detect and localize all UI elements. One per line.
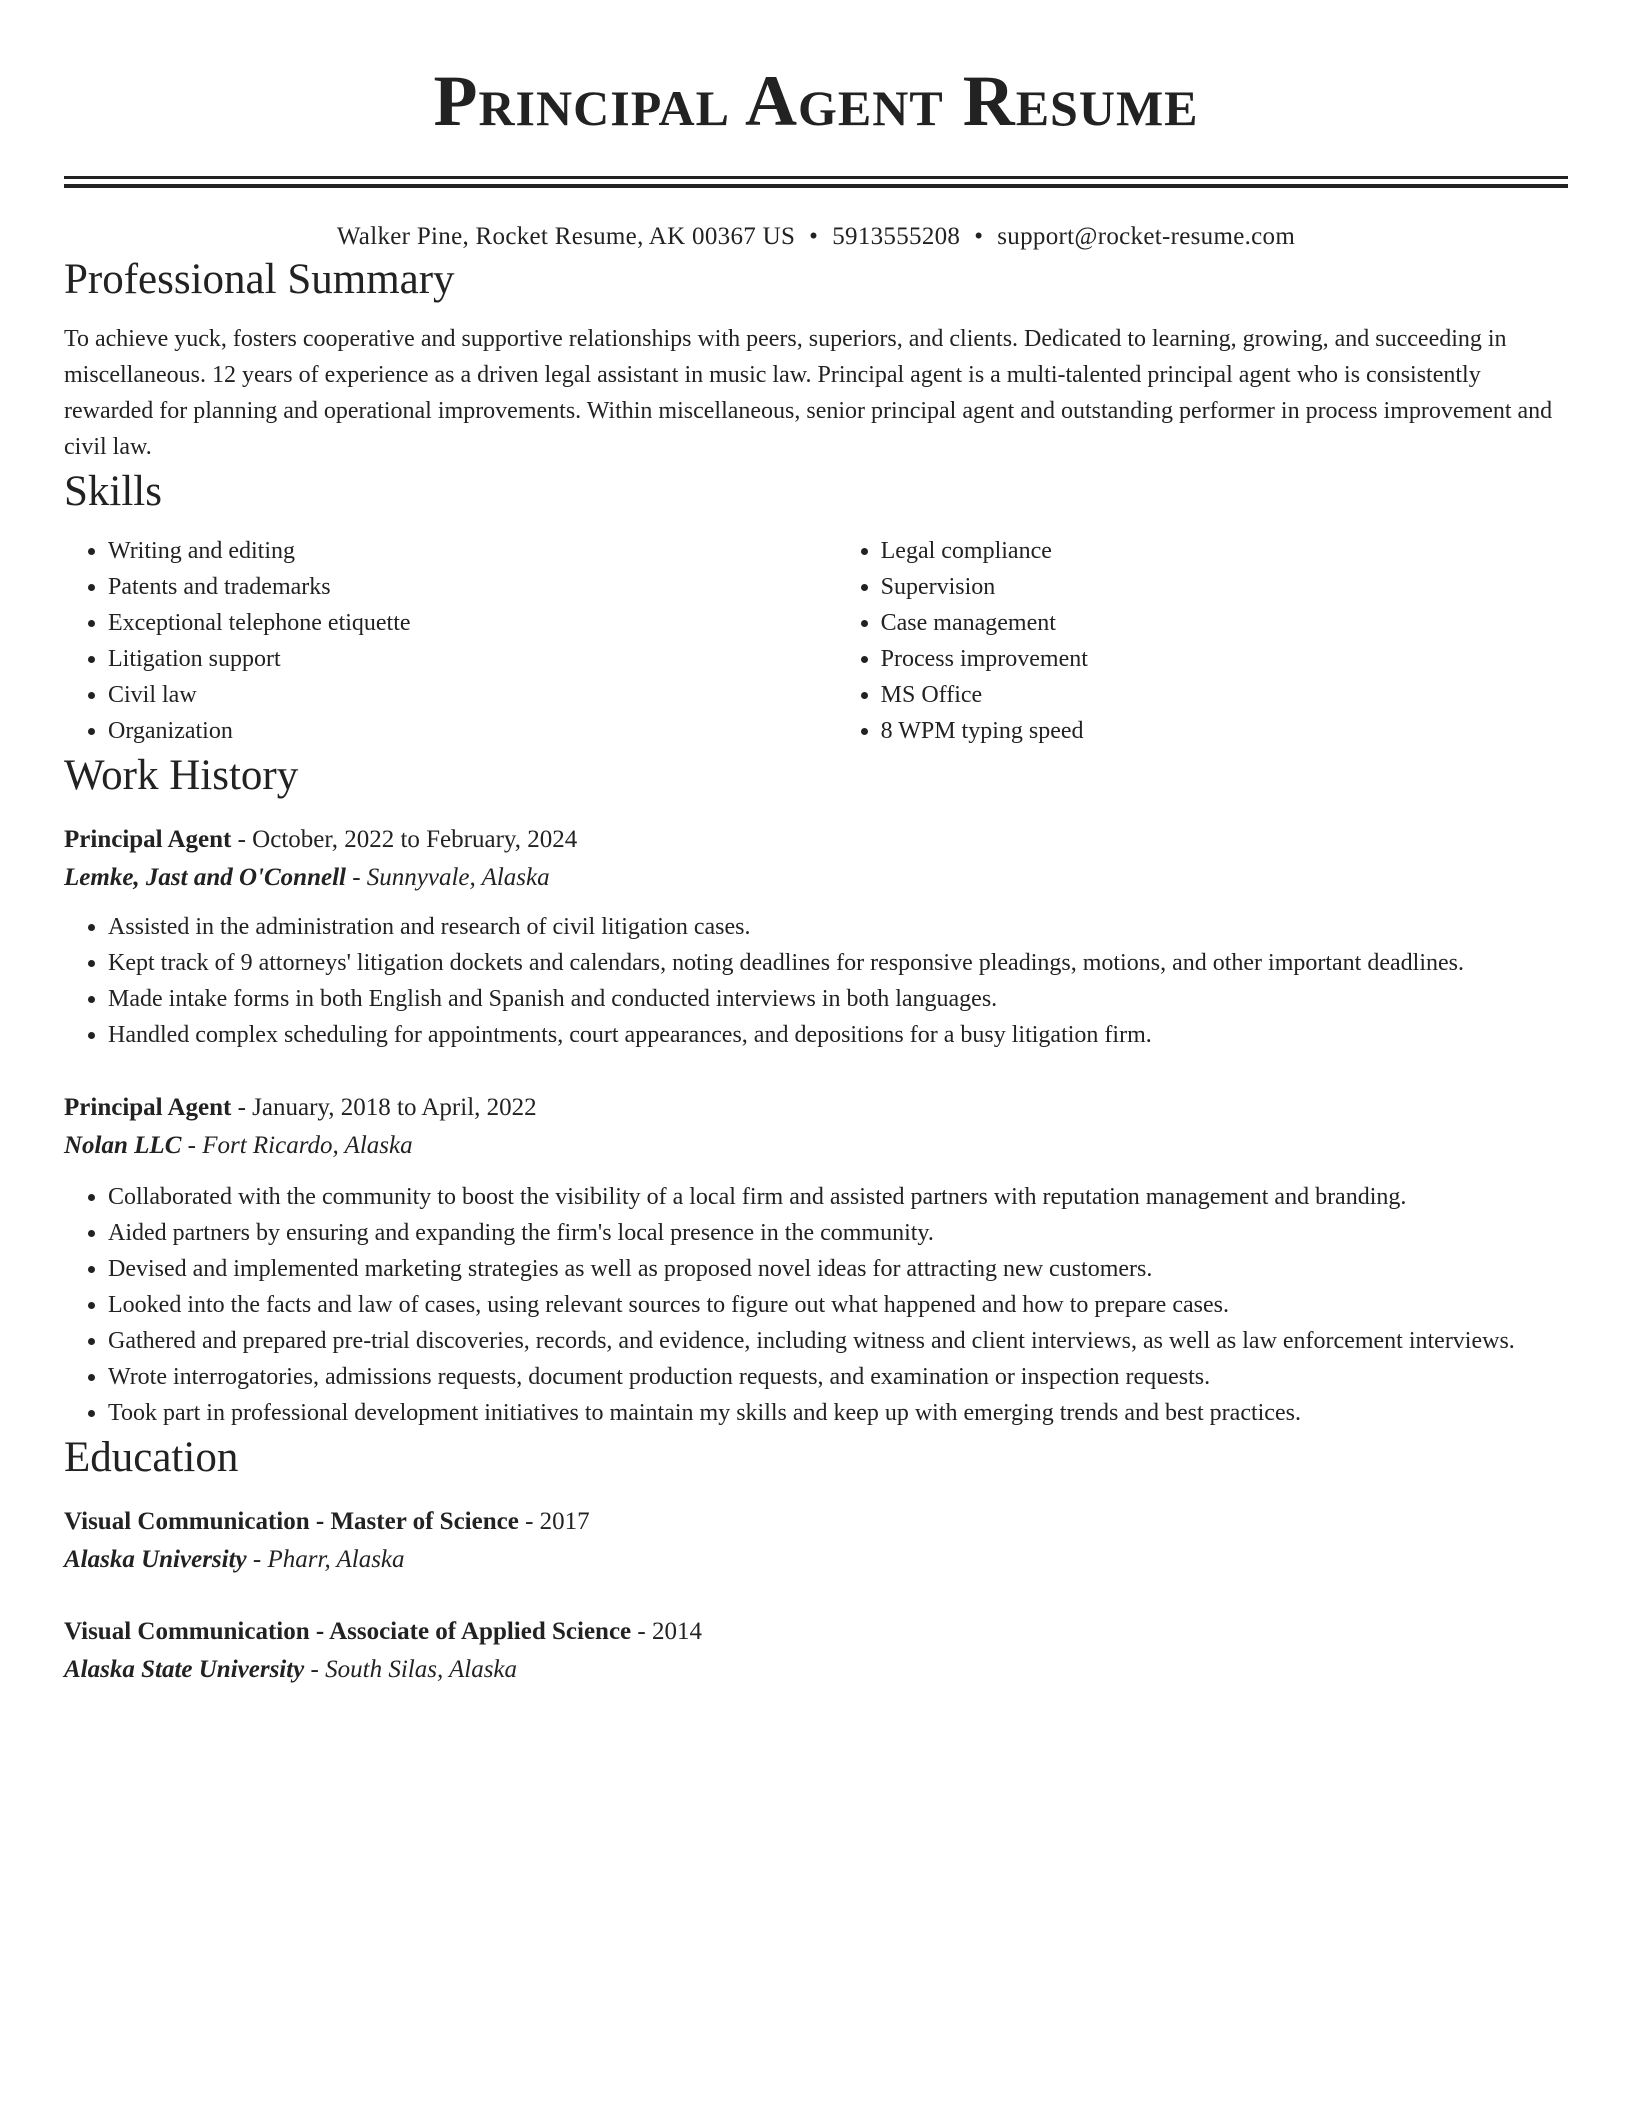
job-company: Lemke, Jast and O'Connell [64,864,346,891]
resume-title: Principal Agent Resume [433,61,1199,141]
education-school: Alaska State University [64,1656,305,1683]
education-entry [64,1613,1568,1689]
education-school-line [64,1651,1568,1689]
skill-item: • Writing and editing [108,533,837,569]
job-duty-item: • Assisted in the administration and research of civil litigation cases. [108,909,1568,945]
job-duty-item: • Handled complex scheduling for appointments, court appearances, and depositions for a busy litigation firm. [108,1017,1568,1053]
education-school-line [64,1541,1568,1579]
job-dates: - October, 2022 to February, 2024 [231,826,578,853]
contact-phone: 5913555208 [832,223,961,250]
job-duties [64,1179,1568,1431]
education-year: - 2017 [518,1508,590,1535]
education-location: - Pharr, Alaska [246,1546,405,1573]
skill-item: • Supervision [881,569,1568,605]
contact-separator: • [974,223,984,250]
contact-separator: • [809,223,819,250]
job-duty-item: • Took part in professional development initiatives to maintain my skills and keep up with emerging trends and best practices. [108,1395,1568,1431]
skill-item: • Exceptional telephone etiquette [108,605,837,641]
education-entry [64,1503,1568,1579]
skill-item: • MS Office [881,677,1568,713]
skill-item: • Case management [881,605,1568,641]
education-degree: Visual Communication - Master of Science [64,1508,519,1535]
job-duty-item: • Devised and implemented marketing strategies as well as proposed novel ideas for attracting new customers. [108,1251,1568,1287]
job-title: Principal Agent [64,826,232,853]
education-degree-line [64,1503,1568,1541]
job-entry [64,1089,1568,1431]
skill-item: • Patents and trademarks [108,569,837,605]
education-year: - 2014 [631,1618,702,1645]
skill-item: • Organization [108,713,837,749]
skills-heading: Skills [64,468,162,515]
job-location: - Fort Ricardo, Alaska [181,1132,413,1159]
job-company-line [64,859,1568,897]
job-duty-item: • Looked into the facts and law of cases, using relevant sources to figure out what happened and how to prepare cases. [108,1287,1568,1323]
title-rule-top [64,176,1568,179]
job-location: - Sunnyvale, Alaska [345,864,550,891]
job-duty-item: • Kept track of 9 attorneys' litigation dockets and calendars, noting deadlines for responsive pleadings, motions, and other important deadlines. [108,945,1568,981]
contact-address: Walker Pine, Rocket Resume, AK 00367 US [336,223,796,250]
education-heading: Education [64,1434,239,1481]
skills-column-right [837,533,1568,749]
job-title-line [64,821,1568,859]
job-entry [64,821,1568,1053]
job-company: Nolan LLC [64,1132,182,1159]
contact-email: support@rocket-resume.com [997,223,1296,250]
job-title-line [64,1089,1568,1127]
job-title: Principal Agent [64,1094,232,1121]
education-school: Alaska University [64,1546,247,1573]
job-company-line [64,1127,1568,1165]
title-rule-bottom [64,184,1568,188]
skill-item: • 8 WPM typing speed [881,713,1568,749]
summary-text: To achieve yuck, fosters cooperative and supportive relationships with peers, superiors, and clients. Dedicated to learning, growing, and succeeding in miscellaneous. 12 years of experience as a driven legal assistant in music law. Principal agent is a multi-talented principal agent who is consistently rewarded for planning and operational improvements. Within miscellaneous, senior principal agent and outstanding performer in process improvement and civil law. [64,326,1553,460]
education-degree-line [64,1613,1568,1651]
job-duty-item: • Wrote interrogatories, admissions requests, document production requests, and examination or inspection requests. [108,1359,1568,1395]
education-degree: Visual Communication - Associate of Applied Science [64,1618,632,1645]
skill-item: • Legal compliance [881,533,1568,569]
work-history-heading: Work History [64,752,299,799]
summary-heading: Professional Summary [64,256,455,303]
education-location: - South Silas, Alaska [304,1656,518,1683]
job-duties [64,909,1568,1053]
skill-item: • Process improvement [881,641,1568,677]
job-duty-item: • Made intake forms in both English and Spanish and conducted interviews in both languages. [108,981,1568,1017]
job-duty-item: • Collaborated with the community to boost the visibility of a local firm and assisted partners with reputation management and branding. [108,1179,1568,1215]
job-duty-item: • Gathered and prepared pre-trial discoveries, records, and evidence, including witness and client interviews, as well as law enforcement interviews. [108,1323,1568,1359]
skills-column-left [64,533,837,749]
job-duty-item: • Aided partners by ensuring and expanding the firm's local presence in the community. [108,1215,1568,1251]
skill-item: • Civil law [108,677,837,713]
skills-list [64,533,1568,749]
contact-line [64,221,1568,253]
skill-item: • Litigation support [108,641,837,677]
job-dates: - January, 2018 to April, 2022 [231,1094,537,1121]
